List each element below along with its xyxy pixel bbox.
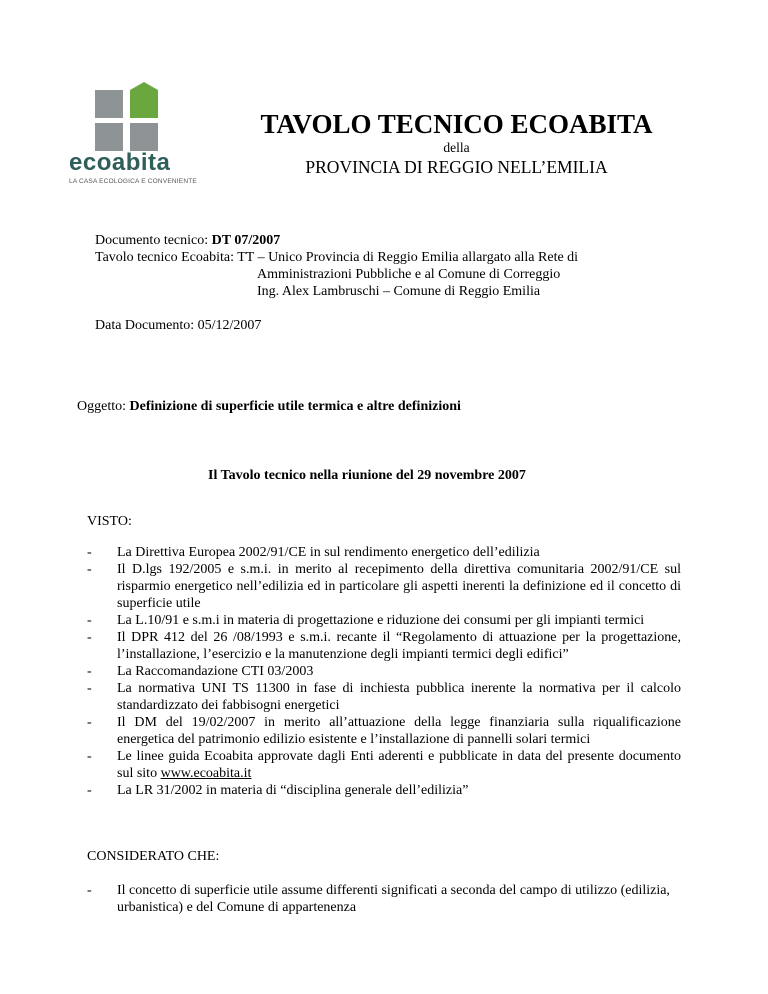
list-item-text: La normativa UNI TS 11300 in fase di inchiesta pubblica inerente la normativa per il calcolo standardizzato dei fabbisogni energetici (117, 681, 681, 713)
header-della: della (443, 140, 470, 155)
list-item (87, 561, 681, 612)
list-item (87, 680, 681, 714)
list-dash: - (87, 613, 92, 628)
list-dash: - (87, 630, 92, 645)
list-dash: - (87, 715, 92, 730)
list-item-text: Le linee guida Ecoabita approvate dagli Enti aderenti e pubblicate in data del presente documento sul sito (117, 749, 681, 781)
subject-value: Definizione di superficie utile termica e altre definizioni (129, 399, 461, 414)
ecoabita-website-link[interactable]: www.ecoabita.it (160, 766, 252, 781)
visto-list (87, 544, 681, 799)
logo-block-top-left (95, 90, 123, 118)
table-line-1 (95, 249, 578, 266)
list-dash: - (87, 545, 92, 560)
list-item (87, 663, 681, 680)
list-item (87, 714, 681, 748)
table-value-2: Amministrazioni Pubbliche e al Comune di Correggio (257, 267, 561, 282)
doc-number-value: DT 07/2007 (211, 233, 281, 248)
list-item (87, 782, 681, 799)
list-item-text: La Raccomandazione CTI 03/2003 (117, 664, 314, 679)
table-value-1: TT – Unico Provincia di Reggio Emilia allargato alla Rete di (237, 250, 579, 265)
considerato-list (87, 882, 681, 916)
list-item-text: La LR 31/2002 in materia di “disciplina generale dell’edilizia” (117, 783, 469, 798)
logo-block-bottom-right (130, 123, 158, 151)
list-item-text: Il DM del 19/02/2007 in merito all’attuazione della legge finanziaria sulla riqualificazione energetica del patrimonio edilizio esistente e l’installazione di pannelli solari termici (117, 715, 681, 747)
doc-number-label: Documento tecnico: (95, 233, 212, 248)
list-dash: - (87, 562, 92, 577)
list-item-text: La Direttiva Europea 2002/91/CE in sul rendimento energetico dell’edilizia (117, 545, 540, 560)
doc-number-line (95, 232, 280, 249)
document-date: Data Documento: 05/12/2007 (95, 318, 262, 333)
subject-line (77, 398, 461, 415)
subject-label: Oggetto: (77, 399, 130, 414)
page-title: TAVOLO TECNICO ECOABITA (260, 109, 653, 139)
list-dash: - (87, 681, 92, 696)
logo-block-bottom-left (95, 123, 123, 151)
list-dash: - (87, 883, 92, 898)
list-item (87, 882, 681, 916)
logo-name: ecoabita (69, 149, 171, 176)
table-label: Tavolo tecnico Ecoabita: (95, 250, 238, 265)
list-item (87, 612, 681, 629)
considerato-heading: CONSIDERATO CHE: (87, 849, 220, 864)
list-item (87, 544, 681, 561)
list-dash: - (87, 783, 92, 798)
list-item (87, 748, 681, 782)
list-item-text: Il DPR 412 del 26 /08/1993 e s.m.i. recante il “Regolamento di attuazione per la progettazione, l’installazione, l’esercizio e la manutenzione degli impianti termici degli edifici” (117, 630, 681, 662)
visto-heading: VISTO: (87, 514, 132, 529)
list-dash: - (87, 664, 92, 679)
list-item (87, 629, 681, 663)
meeting-statement: Il Tavolo tecnico nella riunione del 29 novembre 2007 (208, 468, 526, 483)
list-item-text: Il concetto di superficie utile assume differenti significati a seconda del campo di utilizzo (edilizia, urbanistica) e del Comune di appartenenza (117, 883, 670, 915)
list-item-text: Il D.lgs 192/2005 e s.m.i. in merito al recepimento della direttiva comunitaria 2002/91/CE sul risparmio energetico nell’edilizia ed in particolare gli aspetti inerenti la definizione ed il concetto di superficie utile (117, 562, 681, 611)
list-dash: - (87, 749, 92, 764)
logo-block-green-roof (130, 82, 158, 118)
logo-tagline: LA CASA ECOLOGICA E CONVENIENTE (69, 178, 197, 185)
document-header (234, 108, 679, 178)
table-value-3: Ing. Alex Lambruschi – Comune di Reggio Emilia (257, 284, 541, 299)
list-item-text: La L.10/91 e s.m.i in materia di progettazione e riduzione dei consumi per gli impianti termici (117, 613, 645, 628)
house-blocks-icon (69, 82, 201, 154)
logo-wordmark (69, 150, 209, 185)
header-province: PROVINCIA DI REGGIO NELL’EMILIA (305, 157, 608, 177)
